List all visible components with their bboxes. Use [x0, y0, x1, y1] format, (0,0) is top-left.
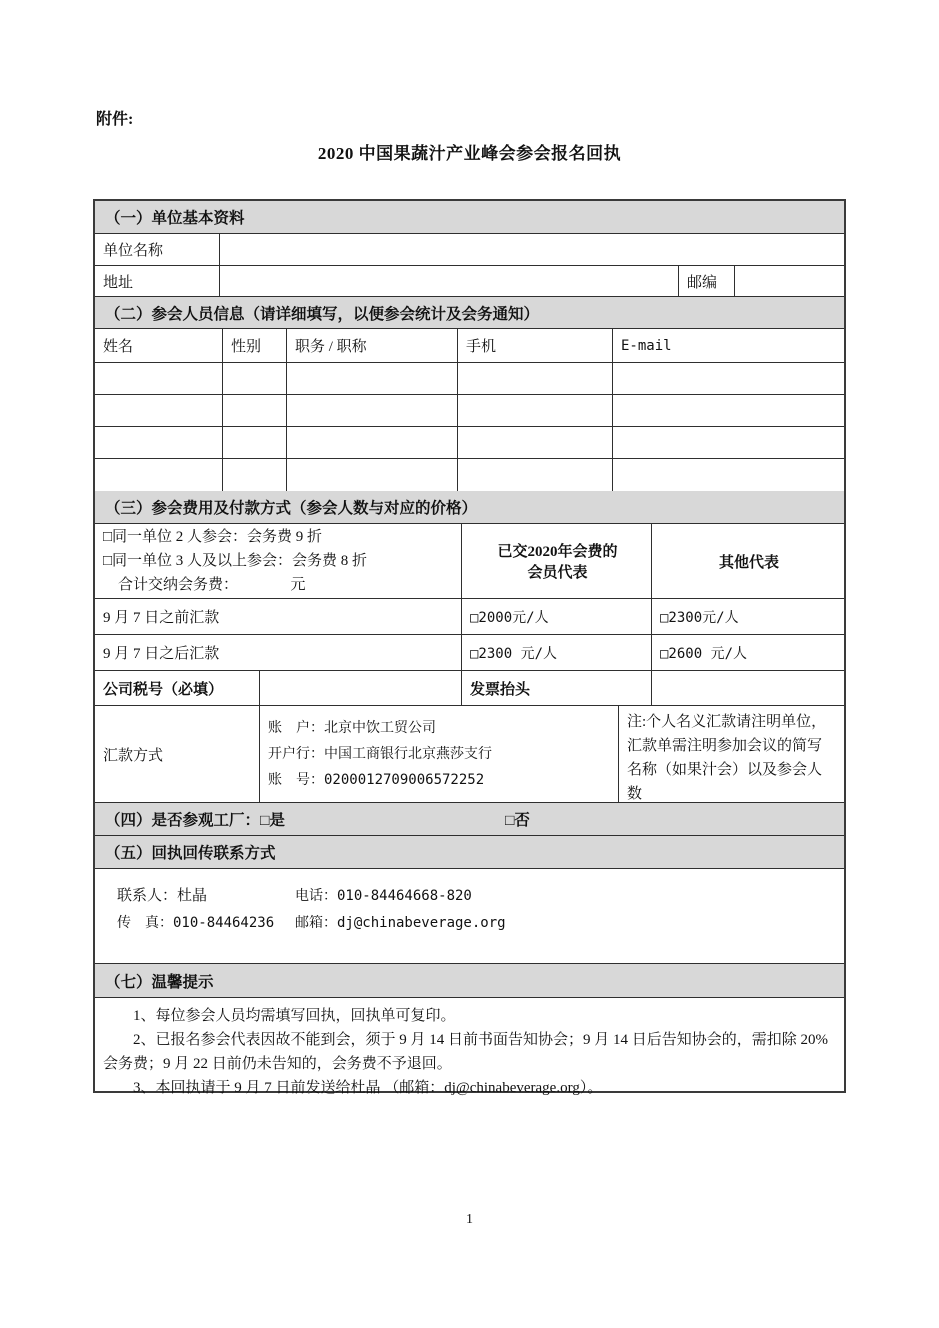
tip-3: 3、本回执请于 9 月 7 日前发送给杜晶 （邮箱：dj@chinabeverage.org）。: [133, 1080, 603, 1096]
unit-name-input[interactable]: [220, 234, 844, 265]
participant-email-input[interactable]: [613, 363, 844, 394]
participant-row: [95, 459, 844, 491]
column-header-mobile: 手机: [458, 329, 613, 362]
participant-title-input[interactable]: [287, 395, 458, 426]
column-header-gender: 性别: [223, 329, 287, 362]
participant-name-input[interactable]: [95, 395, 223, 426]
contact-phone: 电话：010-84464668-820: [295, 888, 472, 904]
postcode-label: 邮编: [679, 266, 735, 296]
tip-2: 2、已报名参会代表因故不能到会，须于 9 月 14 日前书面告知协会；9 月 14 日后告知协会的，需扣除 20%会务费；9 月 22 日前仍未告知的，会务费不予退回。: [103, 1032, 828, 1072]
tax-id-label: 公司税号（必填）: [95, 671, 260, 705]
before-other-price-checkbox[interactable]: □2300元/人: [660, 609, 739, 626]
tax-id-input[interactable]: [260, 671, 462, 705]
remittance-row: [95, 706, 844, 803]
contact-details: [95, 869, 844, 964]
member-rep-header-line1: 已交2020年会费的: [497, 544, 618, 560]
participant-gender-input[interactable]: [223, 363, 287, 394]
participant-gender-input[interactable]: [223, 427, 287, 458]
invoice-title-label: 发票抬头: [462, 671, 652, 705]
bank-branch-line: 开户行：中国工商银行北京燕莎支行: [268, 746, 492, 762]
address-row: [95, 266, 844, 297]
participant-row: [95, 363, 844, 395]
tax-invoice-row: [95, 671, 844, 706]
discount-2-person-checkbox[interactable]: □同一单位 2 人参会：会务费 9 折: [103, 529, 323, 545]
fee-header-row: [95, 524, 844, 599]
page-title: 2020 中国果蔬汁产业峰会参会报名回执: [317, 144, 622, 163]
discount-3-person-checkbox[interactable]: □同一单位 3 人及以上参会：会务费 8 折: [103, 553, 368, 569]
participant-title-input[interactable]: [287, 363, 458, 394]
factory-visit-yes-checkbox[interactable]: □是: [260, 812, 285, 829]
participant-title-input[interactable]: [287, 459, 458, 491]
participant-mobile-input[interactable]: [458, 427, 613, 458]
address-label: 地址: [95, 266, 220, 296]
attachment-label: 附件:: [96, 111, 134, 128]
after-date-label: 9 月 7 日之后汇款: [95, 635, 462, 670]
unit-name-label: 单位名称: [95, 234, 220, 265]
tip-1: 1、每位参会人员均需填写回执，回执单可复印。: [133, 1008, 456, 1024]
participant-mobile-input[interactable]: [458, 459, 613, 491]
other-rep-header: 其他代表: [718, 554, 779, 571]
column-header-name: 姓名: [95, 329, 223, 362]
column-header-title: 职务 / 职称: [287, 329, 458, 362]
tips-row: [95, 998, 844, 1096]
tips-list: [95, 998, 844, 1096]
participant-gender-input[interactable]: [223, 395, 287, 426]
bank-account-details: [260, 706, 619, 802]
participant-mobile-input[interactable]: [458, 395, 613, 426]
section5-header: （五）回执回传联系方式: [95, 836, 844, 869]
participant-name-input[interactable]: [95, 459, 223, 491]
participant-row: [95, 395, 844, 427]
section4-factory-visit-row: [95, 803, 844, 836]
registration-form-table: [93, 199, 846, 1096]
factory-visit-no-checkbox[interactable]: □否: [505, 812, 530, 829]
participants-body: [95, 363, 844, 491]
participant-name-input[interactable]: [95, 427, 223, 458]
invoice-title-input[interactable]: [652, 671, 844, 705]
contact-email: 邮箱：dj@chinabeverage.org: [295, 915, 506, 931]
participant-email-input[interactable]: [613, 395, 844, 426]
section3-header: （三）参会费用及付款方式（参会人数与对应的价格）: [95, 491, 844, 524]
member-rep-header-line2: 会员代表: [527, 565, 588, 581]
contact-person: 联系人：杜晶: [117, 888, 208, 904]
contact-fax: 传 真：010-84464236: [117, 915, 275, 931]
unit-name-row: [95, 234, 844, 266]
participant-email-input[interactable]: [613, 427, 844, 458]
participants-column-header-row: [95, 329, 844, 363]
remittance-label: 汇款方式: [95, 706, 260, 802]
address-input[interactable]: [220, 266, 679, 296]
account-number-line: 账 号：0200012709006572252: [268, 772, 485, 788]
remittance-note: 注:个人名义汇款请注明单位，汇款单需注明参加会议的简写名称（如果汁会）以及参会人数: [627, 714, 827, 802]
section2-header: （二）参会人员信息（请详细填写，以便参会统计及会务通知）: [95, 297, 844, 329]
participant-gender-input[interactable]: [223, 459, 287, 491]
postcode-input[interactable]: [735, 266, 844, 296]
column-header-email: E-mail: [621, 337, 672, 354]
contact-row: [95, 869, 844, 964]
section1-header: （一）单位基本资料: [95, 201, 844, 234]
before-date-label: 9 月 7 日之前汇款: [95, 599, 462, 634]
participant-email-input[interactable]: [613, 459, 844, 491]
total-fee-input-line[interactable]: 合计交纳会务费： 元: [103, 577, 306, 593]
account-name-line: 账 户：北京中饮工贸公司: [268, 720, 436, 736]
discount-options-cell: [95, 524, 462, 598]
participant-name-input[interactable]: [95, 363, 223, 394]
fee-before-row: [95, 599, 844, 635]
participant-row: [95, 427, 844, 459]
member-rep-header: [462, 524, 652, 598]
section7-header: （七）温馨提示: [95, 964, 844, 998]
page-number: 1: [466, 1212, 473, 1227]
after-other-price-checkbox[interactable]: □2600 元/人: [660, 645, 748, 662]
after-member-price-checkbox[interactable]: □2300 元/人: [462, 635, 652, 670]
participant-mobile-input[interactable]: [458, 363, 613, 394]
factory-visit-label: （四）是否参观工厂：: [105, 812, 261, 829]
fee-after-row: [95, 635, 844, 671]
before-member-price-checkbox[interactable]: □2000元/人: [462, 599, 652, 634]
participant-title-input[interactable]: [287, 427, 458, 458]
